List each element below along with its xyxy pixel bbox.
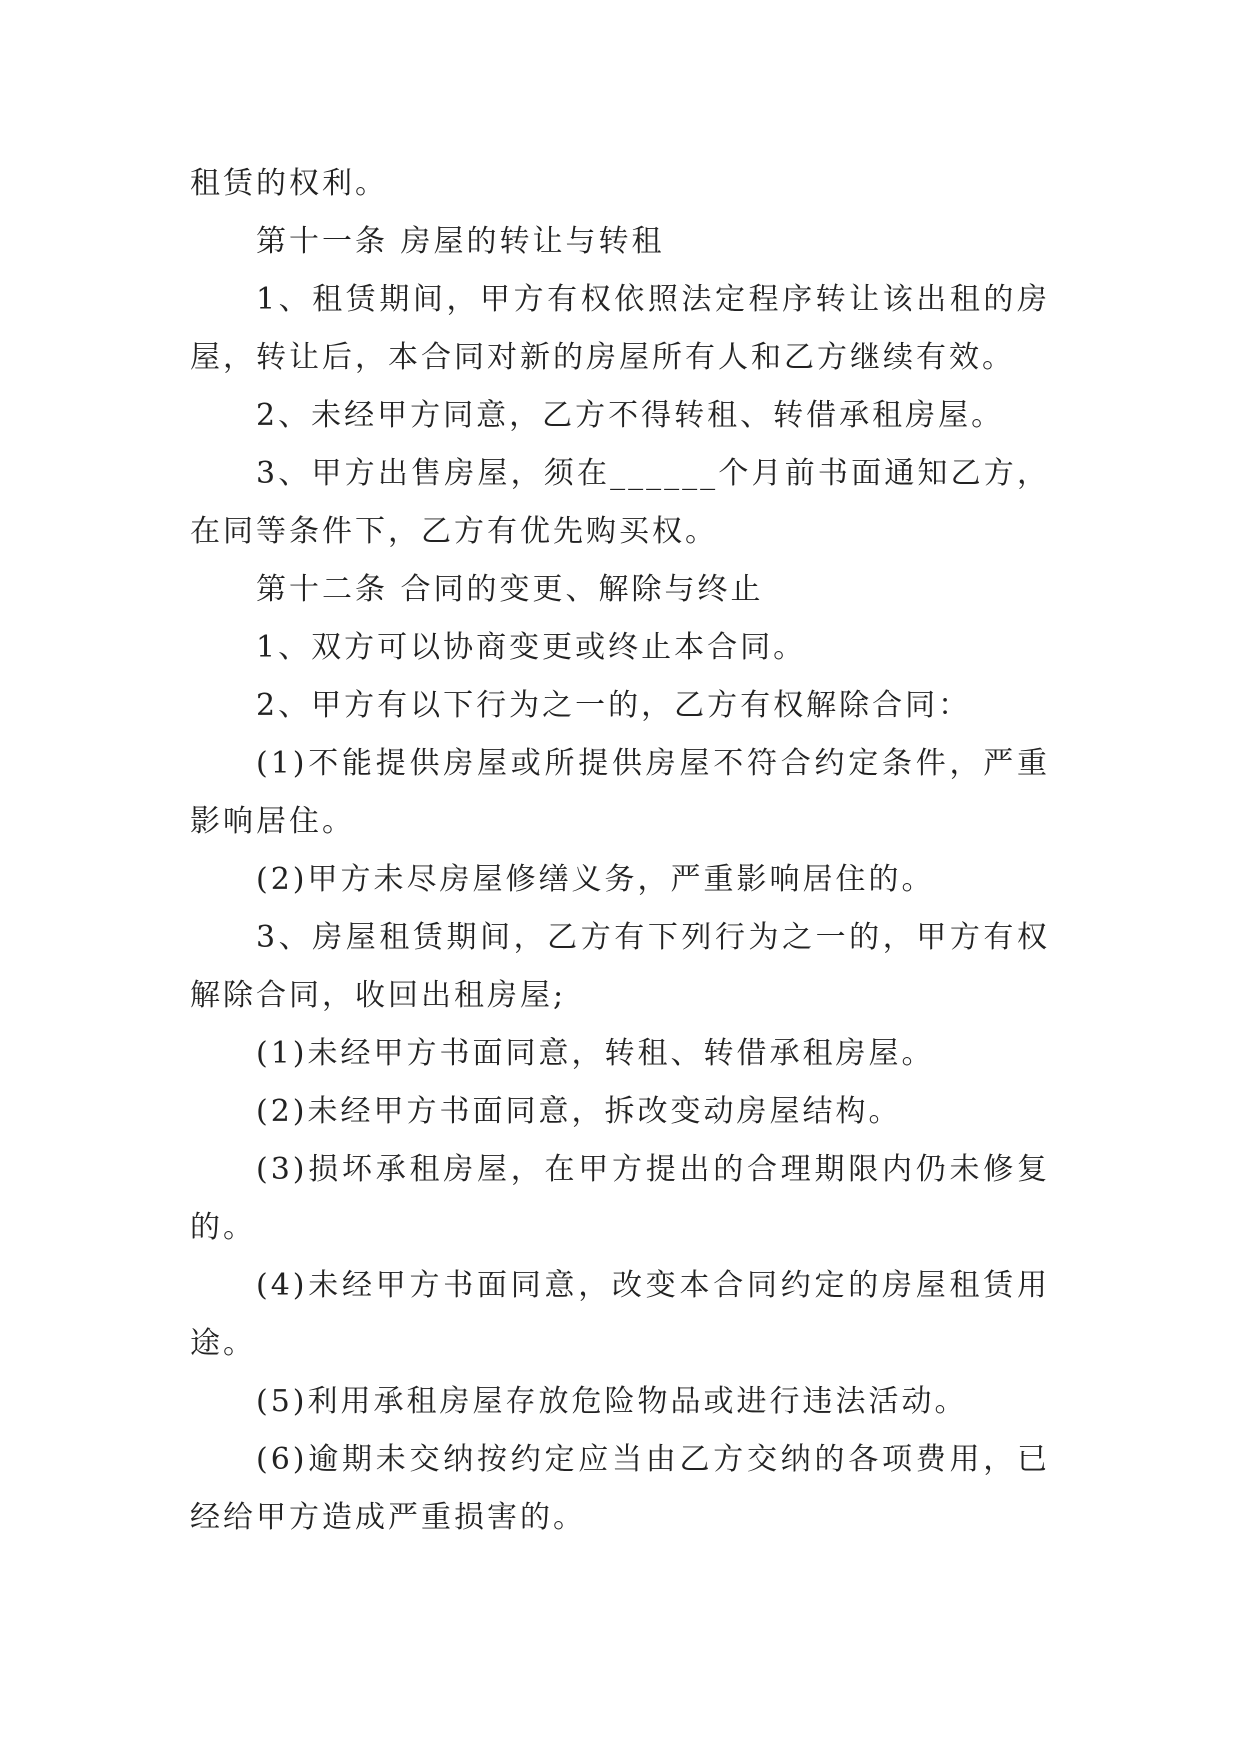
article-12-clause-2-item-2: (2)甲方未尽房屋修缮义务，严重影响居住的。 <box>256 862 935 897</box>
article-11-clause-1: 1、租赁期间，甲方有权依照法定程序转让该出租的房屋，转让后，本合同对新的房屋所有人和乙方继续有效。 <box>190 282 1050 375</box>
article-12-heading: 第十二条 合同的变更、解除与终止 <box>256 572 764 607</box>
article-11-clause-2: 2、未经甲方同意，乙方不得转租、转借承租房屋。 <box>256 398 1005 433</box>
article-12-clause-2: 2、甲方有以下行为之一的，乙方有权解除合同： <box>256 688 972 723</box>
article-12-clause-3-item-6: (6)逾期未交纳按约定应当由乙方交纳的各项费用，已经给甲方造成严重损害的。 <box>190 1442 1050 1535</box>
paragraph-continuation: 租赁的权利。 <box>190 166 388 201</box>
article-12-clause-1: 1、双方可以协商变更或终止本合同。 <box>256 630 807 665</box>
article-12-clause-3-item-5: (5)利用承租房屋存放危险物品或进行违法活动。 <box>256 1384 968 1419</box>
article-12-clause-3-item-2: (2)未经甲方书面同意，拆改变动房屋结构。 <box>256 1094 902 1129</box>
article-12-clause-3: 3、房屋租赁期间，乙方有下列行为之一的，甲方有权解除合同，收回出租房屋; <box>190 920 1050 1013</box>
article-12-clause-3-item-3: (3)损坏承租房屋，在甲方提出的合理期限内仍未修复的。 <box>190 1152 1050 1245</box>
article-12-clause-2-item-1: (1)不能提供房屋或所提供房屋不符合约定条件，严重影响居住。 <box>190 746 1050 839</box>
article-11-clause-3: 3、甲方出售房屋，须在______个月前书面通知乙方，在同等条件下，乙方有优先购买权。 <box>190 456 1050 549</box>
article-12-clause-3-item-4: (4)未经甲方书面同意，改变本合同约定的房屋租赁用途。 <box>190 1268 1050 1361</box>
article-12-clause-3-item-1: (1)未经甲方书面同意，转租、转借承租房屋。 <box>256 1036 935 1071</box>
document-body <box>190 155 1050 1547</box>
article-11-heading: 第十一条 房屋的转让与转租 <box>256 224 665 259</box>
